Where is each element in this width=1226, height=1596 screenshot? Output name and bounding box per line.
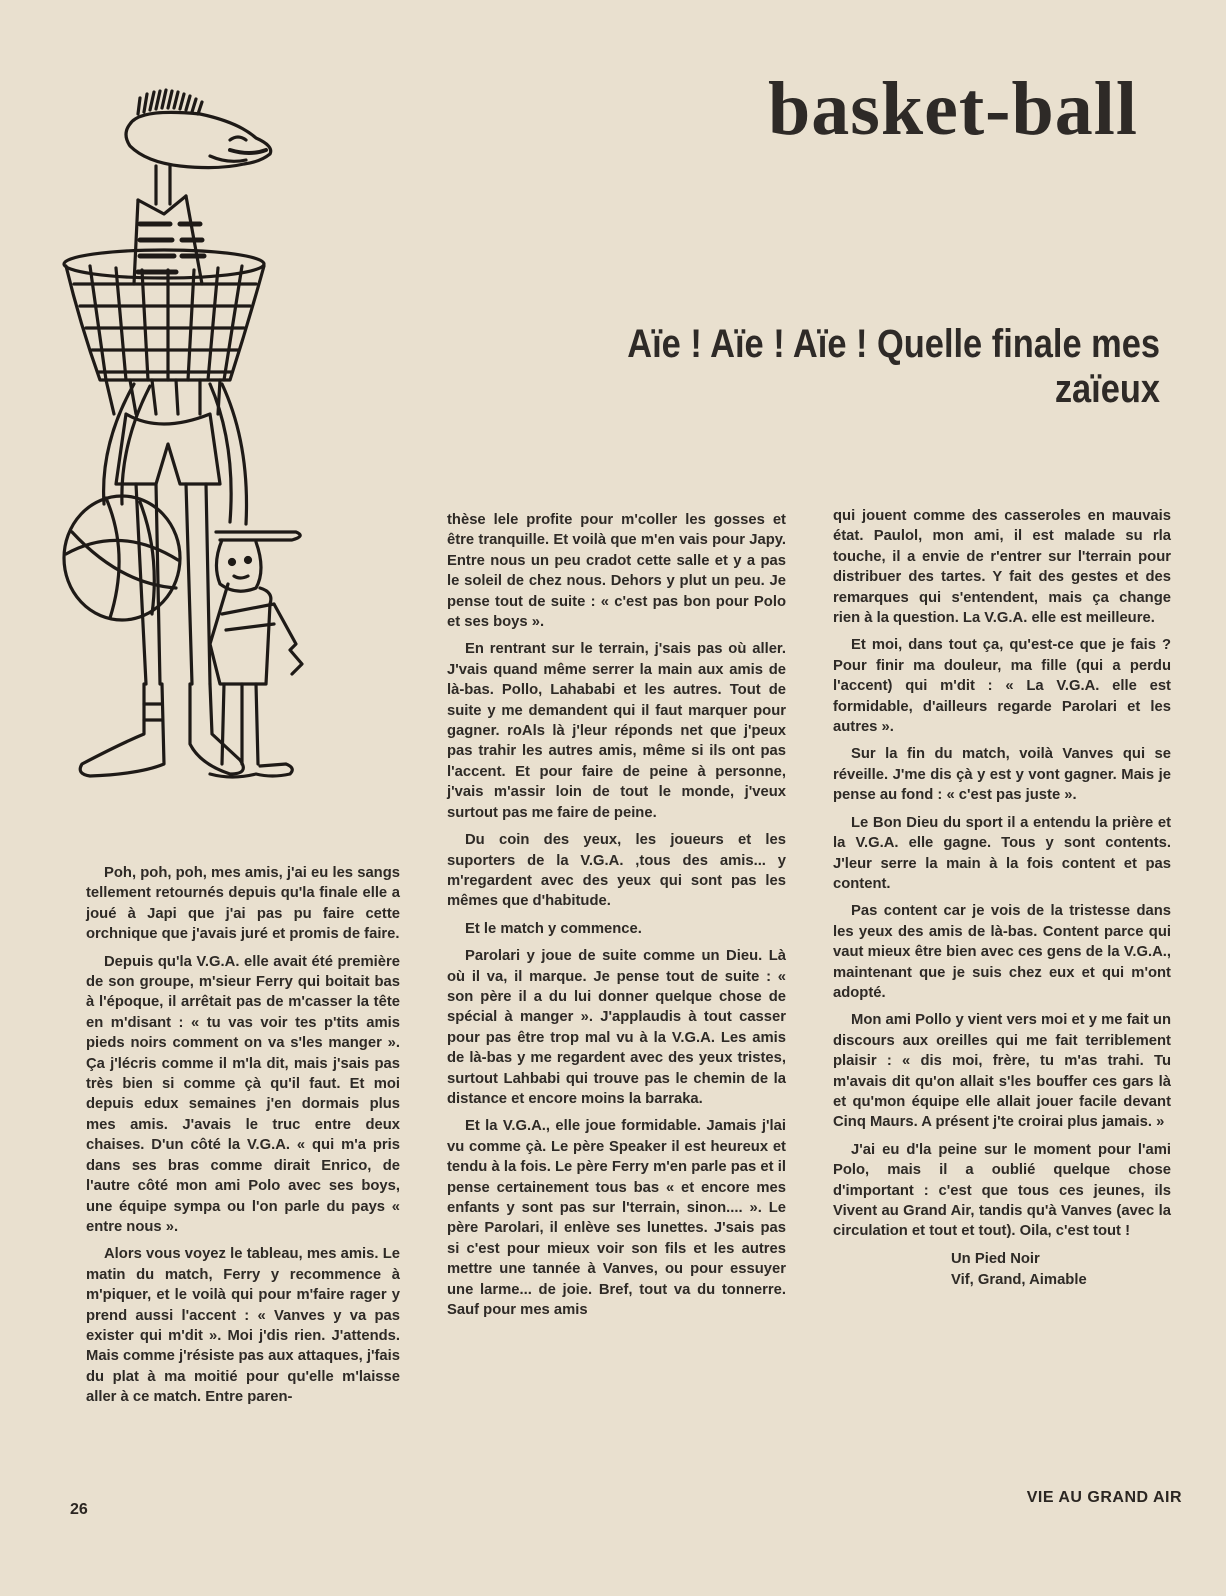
section-title: basket-ball	[768, 67, 1138, 151]
article-column-3	[833, 506, 1171, 1291]
signature-line-2: Vif, Grand, Aimable	[951, 1271, 1087, 1288]
author-signature	[833, 1249, 1171, 1291]
magazine-name: VIE AU GRAND AIR	[1026, 1489, 1182, 1506]
paragraph: Et le match y commence.	[465, 920, 642, 937]
article-column-2	[447, 510, 786, 1327]
paragraph: Alors vous voyez le tableau, mes amis. Le matin du match, Ferry y recommence à m'piquer, et le voilà qui pour m'faire rager y prend aussi l'accent : « Vanves y va pas exister qui m'dit ». Moi j'dis rien. J'attends. Mais comme j'résiste pas aux attaques, j'fais du plat à ma moitié pour qu'elle m'laisse aller à ce match. Entre paren-	[86, 1246, 400, 1406]
paragraph: qui jouent comme des casseroles en mauvais état. Paulol, mon ami, il est malade su rla touche, il a envie de r'entrer sur l'terrain pour distribuer des tartes. Y fait des gestes et des remarques qui s'entendent, mais ça change rien à la question. La V.G.A. elle est meilleure.	[833, 508, 1171, 627]
paragraph: Depuis qu'la V.G.A. elle avait été première de son groupe, m'sieur Ferry qui boitait bas à l'époque, il arrêtait pas de m'casser la tête en m'disant : « tu vas voir tes p'tits amis pieds noirs comment on va s'les manger ». Ça j'lécris comme il m'la dit, mais j'sais pas très bien si comme çà qu'il faut. Et moi depuis edux semaines j'en dormais plus mes amis. J'avais le truc entre deux chaises. D'un côté la V.G.A. « qui m'a pris dans ses bras comme dirait Enrico, de l'autre côté mon ami Polo avec ses boys, une équipe sympa ou l'on parle du pays « entre nous ».	[86, 953, 400, 1235]
paragraph: Pas content car je vois de la tristesse dans les yeux des amis de là-bas. Content parce qui vaut mieux être bien avec ces gens de la V.G.A., maintenant que je suis chez eux et qui m'ont adopté.	[833, 903, 1171, 1001]
basketball-cartoon-illustration	[60, 84, 320, 814]
paragraph: Mon ami Pollo y vient vers moi et y me fait un discours aux oreilles qui me fait terriblement plaisir : « dis moi, frère, tu m'as trahi. Tu m'avais dit qu'on allait s'les bouffer ces gars là et qu'mon équipe elle allait jouer facile devant Cinq Maurs. A présent j'te croirai plus jamais. »	[833, 1012, 1171, 1131]
article-headline: Aïe ! Aïe ! Aïe ! Quelle finale mes zaïeux	[627, 322, 1160, 411]
paragraph: En rentrant sur le terrain, j'sais pas où aller. J'vais quand même serrer la main aux amis de là-bas. Pollo, Lahababi et les autres. Tout de suite y me demandent qui il faut marquer pour gagner. roAls là j'leur réponds net que j'peux pas trahir les autres amis, même si ils ont pas l'accent. Et pour faire de peine à personne, j'vais m'assir loin de tout le monde, j'veux surtout pas me faire de peine.	[447, 641, 786, 821]
paragraph: Sur la fin du match, voilà Vanves qui se réveille. J'me dis çà y est y vont gagner. Mais je pense au fond : « c'est pas juste ».	[833, 746, 1171, 804]
signature-line-1: Un Pied Noir	[951, 1250, 1040, 1267]
paragraph: J'ai eu d'la peine sur le moment pour l'ami Polo, mais il a oublié quelque chose d'important : c'est que tous ces jeunes, ils Vivent au Grand Air, tandis qu'à Vanves (avec la circulation et tout et tout). Oila, c'est tout !	[833, 1141, 1171, 1240]
paragraph: Parolari y joue de suite comme un Dieu. Là où il va, il marque. Je pense tout de suite : « son père il a du lui donner quelque chose de spécial à manger ». J'applaudis à tout casser pour pas être trop mal vu à la V.G.A. Les amis de là-bas y me regardent avec des yeux tristes, surtout Lahbabi qui trouve pas le chemin de la distance et encore moins la barraka.	[447, 948, 786, 1107]
page-number: 26	[70, 1501, 88, 1518]
paragraph: thèse lele profite pour m'coller les gosses et être tranquille. Et voilà que m'en vais pour Japy. Entre nous un peu cradot cette salle et y a pas le soleil de chez nous. Dehors y plut un peu. Je pense tout de suite : « c'est pas bon pour Polo et ses boys ».	[447, 512, 786, 631]
paragraph: Le Bon Dieu du sport il a entendu la prière et la V.G.A. elle gagne. Tous y sont contents. J'leur serre la main à la fois content et pas content.	[833, 814, 1171, 892]
article-column-1	[86, 863, 400, 1415]
paragraph: Du coin des yeux, les joueurs et les suporters de la V.G.A. ,tous des amis... y m'regardent avec des yeux qui sont pas les mêmes que d'habitude.	[447, 832, 786, 910]
paragraph: Poh, poh, poh, mes amis, j'ai eu les sangs tellement retournés depuis qu'la finale elle a joué à Japi que j'ai pas pu faire cette orchnique que j'avais juré et promis de faire.	[86, 865, 400, 943]
paragraph: Et la V.G.A., elle joue formidable. Jamais j'lai vu comme çà. Le père Speaker il est heureux et tendu à la fois. Le père Ferry m'en parle pas et il pense certainement tous bas « et encore mes enfants y sont pas sur l'terrain, sinon.... ». Le père Parolari, il enlève ses lunettes. J'sais pas si c'est pour mieux voir son fils et les autres mettre une tannée à Vanves, ou pour essuyer une larme... de joie. Bref, tout va du tonnerre. Sauf pour mes amis	[447, 1118, 786, 1319]
paragraph: Et moi, dans tout ça, qu'est-ce que je fais ? Pour finir ma douleur, ma fille (qui a perdu l'accent) qui m'dit : « La V.G.A. elle est formidable, d'ailleurs regarde Parolari et les autres ».	[833, 637, 1171, 736]
